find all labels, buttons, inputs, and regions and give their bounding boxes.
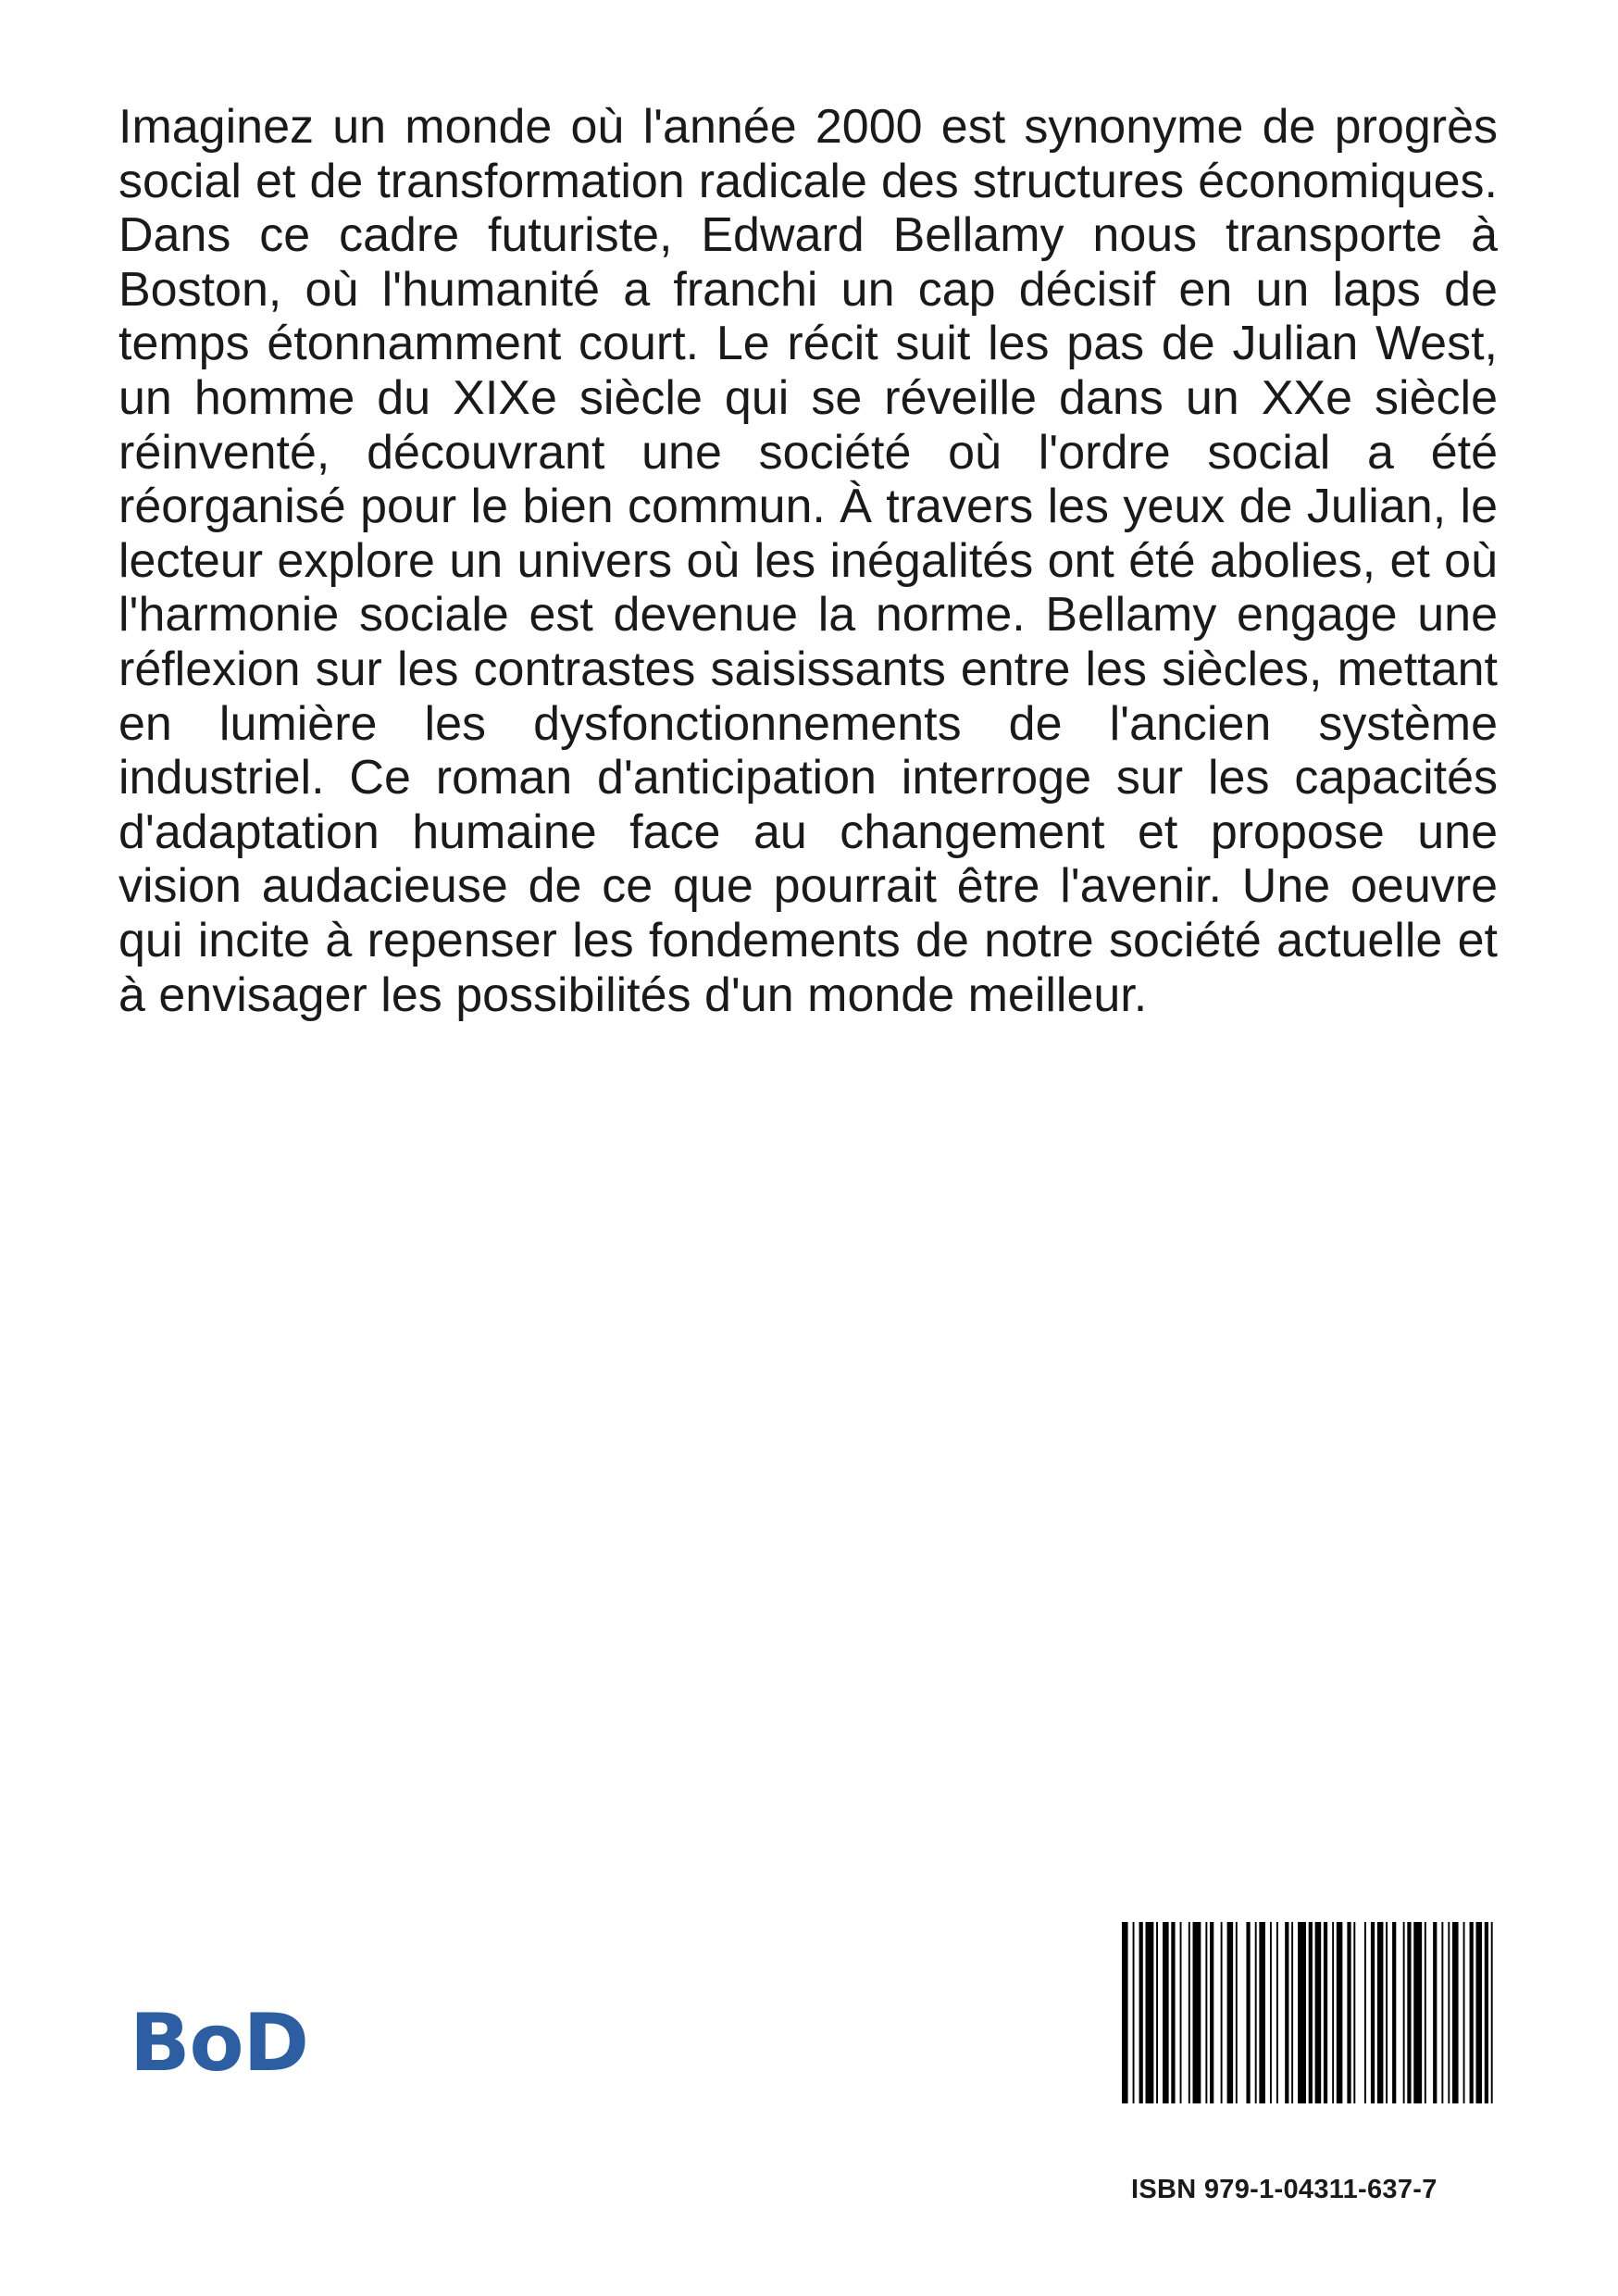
barcode-bar — [1463, 1922, 1465, 2103]
barcode-bar — [1485, 1922, 1488, 2103]
barcode-bar — [1259, 1922, 1265, 2103]
barcode-bar — [1163, 1922, 1169, 2103]
barcode-bar — [1276, 1922, 1278, 2103]
barcode-bar — [1255, 1922, 1257, 2103]
barcode-bar — [1353, 1922, 1355, 2103]
barcode-bar — [1364, 1922, 1366, 2103]
barcode-bar — [1133, 1922, 1135, 2103]
barcode-bar — [1291, 1922, 1293, 2103]
barcode-bar — [1205, 1922, 1207, 2103]
barcode-bar — [1171, 1922, 1175, 2103]
barcode-bar — [1285, 1922, 1288, 2103]
barcode-bar — [1403, 1922, 1405, 2103]
back-cover-blurb: Imaginez un monde où l'année 2000 est synonyme de progrès social et de transformation radicale des structures économiques. Dans ce cadre futuriste, Edward Bellamy nous transporte à Boston, où l'humanité a franchi un cap décisif en un laps de temps étonnamment court. Le récit suit les pas de Julian West, un homme du XIXe siècle qui se réveille dans un XXe siècle réinventé, découvrant une société où l'ordre social a été réorganisé pour le bien commun. À travers les yeux de Julian, le lecteur explore un univers où les inégalités ont été abolies, et où l'harmonie sociale est devenue la norme. Bellamy engage une réflexion sur les contrastes saisissants entre les siècles, mettant en lumière les dysfonctionnements de l'ancien système industriel. Ce roman d'anticipation interroge sur les capacités d'adaptation humaine face au changement et propose une vision audacieuse de ce que pourrait être l'avenir. Une oeuvre qui incite à repenser les fondements de notre société actuelle et à envisager les possibilités d'un monde meilleur. — [118, 100, 1498, 1022]
barcode-bar — [1309, 1922, 1313, 2103]
barcode-bar — [1146, 1922, 1154, 2103]
barcode-bar — [1270, 1922, 1272, 2103]
barcode-bar — [1452, 1922, 1459, 2103]
barcode-bar — [1315, 1922, 1322, 2103]
barcode-bar — [1441, 1922, 1443, 2103]
barcode-bar — [1236, 1922, 1238, 2103]
barcode-bar — [1332, 1922, 1334, 2103]
barcode-bar — [1448, 1922, 1450, 2103]
barcode-bar — [1413, 1922, 1422, 2103]
barcode-bar — [1246, 1922, 1250, 2103]
isbn-label: ISBN 979-1-04311-637-7 — [1131, 2175, 1438, 2204]
barcode-bar — [1324, 1922, 1327, 2103]
barcode-bar — [1371, 1922, 1375, 2103]
barcode-bar — [1298, 1922, 1306, 2103]
barcode-bar — [1476, 1922, 1483, 2103]
barcode-bar — [1227, 1922, 1234, 2103]
barcode-bar — [1407, 1922, 1411, 2103]
barcode-image — [1122, 1922, 1500, 2103]
barcode-bar — [1386, 1922, 1388, 2103]
barcode-bar — [1221, 1922, 1223, 2103]
barcode-bar — [1210, 1922, 1214, 2103]
barcode-bar — [1180, 1922, 1182, 2103]
barcode-bar — [1156, 1922, 1158, 2103]
barcode-bar — [1491, 1922, 1493, 2103]
barcode-bar — [1392, 1922, 1396, 2103]
barcode-bar — [1425, 1922, 1426, 2103]
barcode-bar — [1470, 1922, 1474, 2103]
barcode-bar — [1347, 1922, 1350, 2103]
barcode-bar — [1122, 1922, 1128, 2103]
barcode-bar — [1139, 1922, 1143, 2103]
barcode-bar — [1433, 1922, 1437, 2103]
barcode-bar — [1193, 1922, 1201, 2103]
barcode-bar — [1377, 1922, 1384, 2103]
barcode-bar — [1337, 1922, 1343, 2103]
barcode-bar — [1189, 1922, 1190, 2103]
publisher-logo: BoD — [130, 1997, 309, 2090]
